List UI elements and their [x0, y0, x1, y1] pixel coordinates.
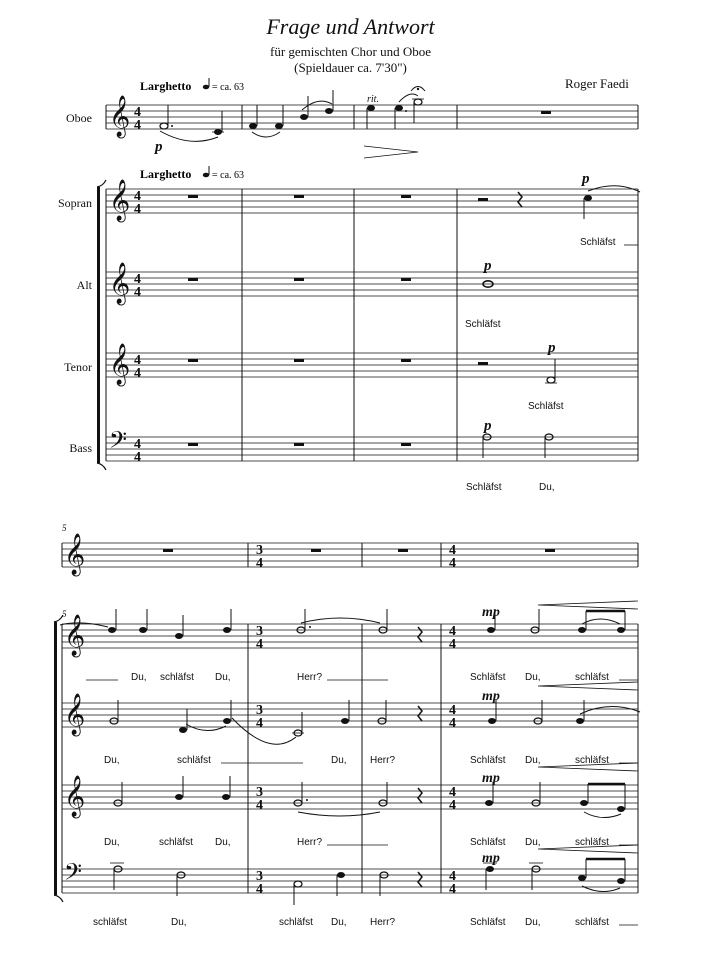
barlines-system-2	[62, 543, 638, 893]
time-sig-bottom: 4	[449, 556, 456, 571]
time-sig-top: 4	[449, 543, 456, 558]
time-sig-top: 4	[134, 105, 141, 120]
time-sig-bottom: 4	[256, 716, 263, 731]
instrument-label-oboe: Oboe	[66, 111, 92, 125]
alt-notes-1	[188, 278, 493, 287]
svg-text:= ca. 63: = ca. 63	[212, 170, 245, 181]
piece-title: Frage und Antwort	[266, 14, 435, 39]
svg-text:Schläfst: Schläfst	[470, 755, 506, 766]
dynamic-mp: mp	[482, 851, 500, 866]
time-sig-top: 3	[256, 624, 263, 639]
lyrics-bass-2	[93, 917, 638, 928]
time-sig-bottom: 4	[256, 556, 263, 571]
treble-clef-icon: 𝄞	[64, 534, 86, 574]
svg-text:= ca. 63: = ca. 63	[212, 82, 245, 93]
treble-clef-icon: 𝄞	[109, 96, 131, 136]
svg-text:Du,: Du,	[104, 755, 120, 766]
time-sig-bottom: 4	[449, 882, 456, 897]
time-sig-top: 4	[134, 353, 141, 368]
instrument-label-tenor: Tenor	[64, 360, 92, 374]
bass-notes-1	[188, 434, 553, 458]
time-sig-top: 4	[449, 869, 456, 884]
lyric: Schläfst	[465, 319, 501, 330]
time-sig-bottom: 4	[449, 798, 456, 813]
svg-text:Schläfst: Schläfst	[470, 917, 506, 928]
svg-text:schläfst: schläfst	[279, 917, 313, 928]
svg-text:schläfst: schläfst	[93, 917, 127, 928]
svg-text:Du,: Du,	[525, 755, 541, 766]
crescendo-hairpin	[538, 601, 638, 609]
dynamic-p: p	[484, 258, 492, 274]
lyrics-tenor-2	[104, 837, 638, 848]
svg-text:Du,: Du,	[331, 917, 347, 928]
staff-bass-2	[62, 869, 638, 893]
dynamic-p: p	[484, 418, 492, 434]
svg-text:Du,: Du,	[525, 672, 541, 683]
time-sig-bottom: 4	[134, 285, 141, 300]
measure-number: 5	[62, 523, 67, 533]
treble-clef-icon: 𝄞	[109, 180, 131, 220]
time-sig-bottom: 4	[134, 366, 141, 381]
svg-text:Du,: Du,	[215, 672, 231, 683]
time-sig-top: 4	[134, 189, 141, 204]
time-sig-top: 4	[449, 624, 456, 639]
staff-sopran-2	[62, 624, 638, 648]
svg-text:Herr?: Herr?	[370, 755, 396, 766]
instrument-label-bass: Bass	[69, 441, 92, 455]
staff-alt-2	[62, 703, 638, 727]
sopran-notes-1	[188, 186, 640, 219]
dynamic-p: p	[548, 340, 556, 356]
oboe-notes-1	[160, 87, 425, 159]
time-sig-top: 3	[256, 543, 263, 558]
dynamic-p: p	[155, 139, 163, 155]
svg-text:Du,: Du,	[525, 837, 541, 848]
time-sig-bottom: 4	[256, 798, 263, 813]
time-sig-top: 4	[134, 272, 141, 287]
svg-text:schläfst: schläfst	[575, 917, 609, 928]
dynamic-mp: mp	[482, 605, 500, 620]
svg-text:Herr?: Herr?	[370, 917, 396, 928]
treble-clef-icon: 𝄞	[64, 694, 86, 734]
svg-text:Du,: Du,	[215, 837, 231, 848]
staff-tenor-2	[62, 785, 638, 809]
svg-text:Larghetto: Larghetto	[140, 167, 192, 181]
svg-text:Herr?: Herr?	[297, 672, 323, 683]
time-sig-top: 4	[449, 703, 456, 718]
lyric: Schläfst	[580, 237, 616, 248]
time-sig-bottom: 4	[134, 202, 141, 217]
composer-name: Roger Faedi	[565, 76, 629, 91]
tempo-marking-oboe	[140, 78, 244, 93]
whole-rest-icon	[541, 111, 551, 114]
treble-clef-icon: 𝄞	[64, 615, 86, 655]
svg-text:schläfst: schläfst	[575, 837, 609, 848]
dynamic-mp: mp	[482, 689, 500, 704]
bass-clef-icon: 𝄢	[109, 428, 128, 459]
time-sig-bottom: 4	[134, 450, 141, 465]
time-sig-bottom: 4	[449, 637, 456, 652]
oboe-rests-2	[163, 549, 555, 552]
svg-text:Larghetto: Larghetto	[140, 79, 192, 93]
rit-marking: rit.	[367, 94, 379, 105]
svg-text:Du,: Du,	[131, 672, 147, 683]
piece-duration: (Spieldauer ca. 7'30")	[294, 60, 407, 75]
staff-bass-1	[106, 437, 638, 461]
svg-text:schläfst: schläfst	[177, 755, 211, 766]
decrescendo-hairpin	[364, 146, 418, 158]
lyrics-alt-2	[104, 755, 638, 766]
instrument-label-sopran: Sopran	[58, 196, 92, 210]
svg-text:schläfst: schläfst	[575, 755, 609, 766]
svg-text:Du,: Du,	[104, 837, 120, 848]
staff-tenor-1	[106, 353, 638, 377]
svg-text:Schläfst: Schläfst	[470, 672, 506, 683]
quarter-rest-icon	[518, 192, 522, 207]
time-sig-top: 3	[256, 703, 263, 718]
svg-text:schläfst: schläfst	[159, 837, 193, 848]
time-sig-top: 3	[256, 785, 263, 800]
instrument-label-alt: Alt	[76, 278, 92, 292]
dynamic-mp: mp	[482, 771, 500, 786]
time-sig-bottom: 4	[256, 637, 263, 652]
svg-text:schläfst: schläfst	[575, 672, 609, 683]
choir-bracket-1	[97, 180, 106, 470]
time-sig-top: 3	[256, 869, 263, 884]
piece-subtitle: für gemischten Chor und Oboe	[269, 44, 432, 59]
staff-alt-1	[106, 272, 638, 296]
lyric: Schläfst	[466, 482, 502, 493]
measure-number: 5	[62, 609, 67, 619]
alt-notes-2	[110, 682, 640, 744]
dynamic-p: p	[582, 171, 590, 187]
treble-clef-icon: 𝄞	[64, 776, 86, 816]
time-sig-bottom: 4	[134, 118, 141, 133]
svg-text:Du,: Du,	[525, 917, 541, 928]
treble-clef-icon: 𝄞	[109, 344, 131, 384]
bass-clef-icon: 𝄢	[64, 860, 83, 891]
lyric: Schläfst	[528, 401, 564, 412]
svg-text:Du,: Du,	[331, 755, 347, 766]
svg-text:Du,: Du,	[171, 917, 187, 928]
lyric: Du,	[539, 482, 555, 493]
svg-text:Schläfst: Schläfst	[470, 837, 506, 848]
staff-sopran-1	[106, 189, 638, 213]
time-sig-bottom: 4	[256, 882, 263, 897]
tempo-marking-choir	[140, 166, 244, 181]
treble-clef-icon: 𝄞	[109, 263, 131, 303]
staff-oboe-2	[62, 543, 638, 567]
time-sig-top: 4	[449, 785, 456, 800]
svg-text:schläfst: schläfst	[160, 672, 194, 683]
time-sig-top: 4	[134, 437, 141, 452]
time-sig-bottom: 4	[449, 716, 456, 731]
svg-text:Herr?: Herr?	[297, 837, 323, 848]
